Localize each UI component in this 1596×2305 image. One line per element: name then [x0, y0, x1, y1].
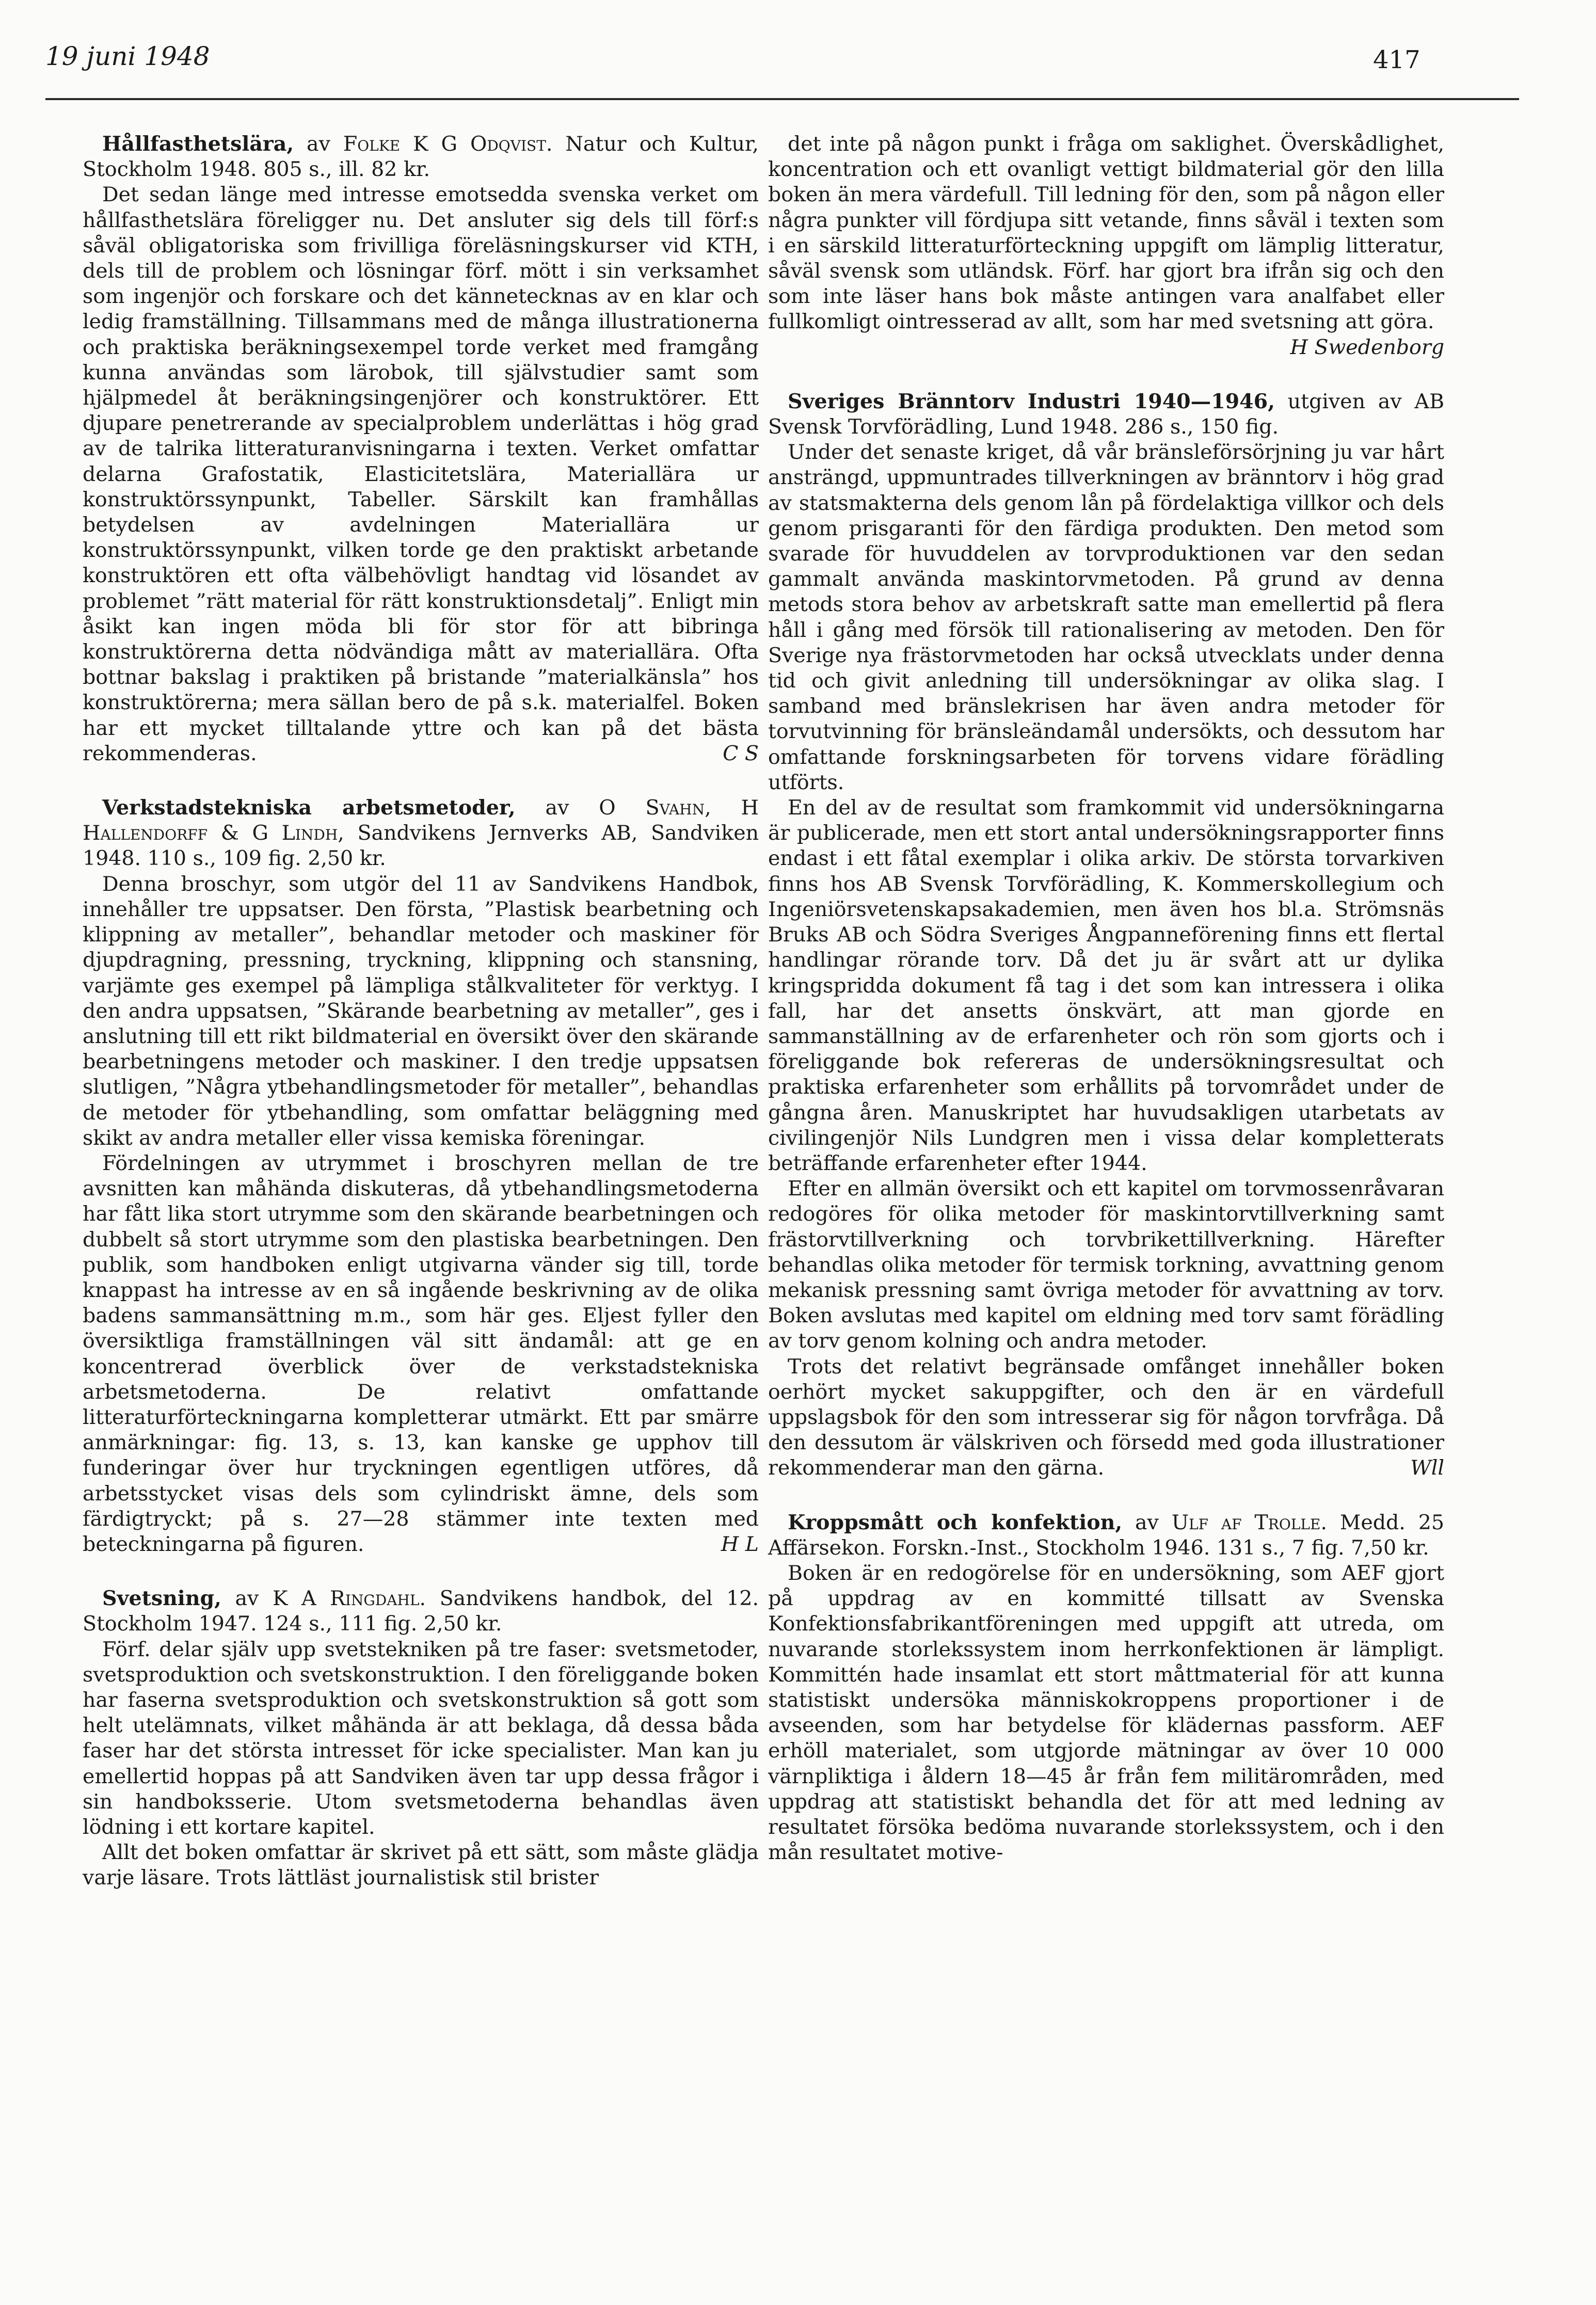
review-publication: Sandvikens handbok, del 12. Stockholm 1947. 124 s., 111 fig. 2,50 kr. — [83, 1587, 759, 1636]
review-title: Hållfasthetslära, — [102, 132, 294, 156]
review-text: Trots det relativt begränsade omfånget innehåller boken oerhört mycket sakuppgifter, och den är en värdefull uppslagsbok för den som intresserar sig för någon torvfråga. Då den dessutom är välskriven och försedd med goda illustrationer rekommenderar man den gärna. — [768, 1354, 1444, 1480]
review-entry — [83, 132, 759, 766]
reviewer-signature: H L — [721, 1532, 759, 1556]
review-paragraph — [83, 872, 759, 1151]
review-text: Under det senaste kriget, då vår bränsleförsörjning ju var hårt ansträngd, uppmuntrades tillverkningen av bränntorv i hög grad av statsmakterna dels genom lån på fördelaktiga villkor och dels genom prisgaranti för den färdiga produkten. Den metod som svarade för huvuddelen av torvproduktionen var den sedan gammalt använda maskintorvmetoden. På grund av denna metods stora behov av arbetskraft satte man emellertid på flera håll i gång med försök till rationalisering av metoden. Den för Sverige nya frästorvmetoden har också utvecklats under denna tid och givit anledning till undersökningar av olika slag. I samband med bränslekrisen har även andra metoder för torvutvinning för bränsleändamål undersökts, och dessutom har omfattande forskningsarbeten för torvens vidare förädling utförts. — [768, 440, 1444, 794]
review-publication: Medd. 25 Affärsekon. Forskn.-Inst., Stockholm 1946. 131 s., 7 fig. 7,50 kr. — [768, 1510, 1444, 1560]
review-text: Det sedan länge med intresse emotsedda svenska verket om hållfasthetslära föreligger nu. Det ansluter sig dels till förf:s såväl obligatoriska som frivilliga föreläsningskurser vid KTH, dels till de problem och lösningar förf. mött i sin verksamhet som ingenjör och forskare och det kännetecknas av en klar och ledig framställning. Tillsammans med de många illustrationerna och praktiska beräkningsexempel torde verket med framgång kunna användas som lärobok, till självstudier samt som hjälpmedel åt beräkningsingenjörer och konstruktörer. Ett djupare penetrerande av specialproblem underlättas i hög grad av de talrika litteraturanvisningarna i texten. Verket omfattar delarna Grafostatik, Elasticitetslära, Materiallära ur konstruktörssynpunkt, Tabeller. Särskilt kan framhållas betydelsen av avdelningen Materiallära ur konstruktörssynpunkt, vilken torde ge den praktiskt arbetande konstruktören ett ofta välbehövligt handtag vid lösandet av problemet ”rätt material för rätt konstruktionsdetalj”. Enligt min åsikt kan ingen möda bli för stor för att bibringa konstruktörerna detta nödvändiga mått av materiallära. Ofta bottnar bakslag i praktiken på bristande ”materialkänsla” hos konstruktörerna; mera sällan bero de på s.k. materialfel. Boken har ett mycket tilltalande yttre och kan på det bästa rekommenderas. — [83, 183, 759, 765]
review-by: av — [235, 1587, 259, 1611]
review-authors: Folke K G Odqvist. — [343, 132, 553, 156]
review-publication: Sandvikens Jernverks AB, Sandviken 1948. 110 s., 109 fig. 2,50 kr. — [83, 821, 759, 871]
review-paragraph — [83, 1151, 759, 1557]
review-paragraph — [83, 182, 759, 766]
page-number: 417 — [1373, 45, 1421, 74]
review-text: Denna broschyr, som utgör del 11 av Sandvikens Handbok, innehåller tre uppsatser. Den första, ”Plastisk bearbetning och klippning av metaller”, behandlar metoder och maskiner för djupdragning, pressning, tryckning, klippning och stansning, varjämte ges exempel på lämpliga stålkvaliteter för verktyg. I den andra uppsatsen, ”Skärande bearbetning av metaller”, ges i anslutning till ett rikt bildmaterial en översikt över den skärande bearbetningens metoder och maskiner. I den tredje uppsatsen slutligen, ”Några ytbehandlingsmetoder för metaller”, behandlas de metoder för ytbehandling, som omfattar beläggning med skikt av andra metaller eller vissa kemiska föreningar. — [83, 872, 759, 1150]
review-paragraph — [768, 389, 1444, 440]
review-entry — [768, 389, 1444, 1481]
reviewer-signature: H Swedenborg — [1290, 335, 1444, 359]
review-entry — [768, 1510, 1444, 1866]
review-by: av — [1135, 1510, 1159, 1534]
review-authors: K A Ringdahl. — [272, 1587, 426, 1611]
review-title: Sveriges Bränntorv Industri 1940—1946, — [788, 389, 1275, 413]
review-paragraph — [83, 1586, 759, 1637]
review-by: av — [545, 796, 569, 820]
review-entry — [768, 132, 1444, 360]
review-text: Allt det boken omfattar är skrivet på ett sätt, som måste glädja varje läsare. Trots lättläst journalistisk stil brister — [83, 1840, 759, 1890]
review-by: av — [307, 132, 330, 156]
review-text: En del av de resultat som framkommit vid undersökningarna är publicerade, men ett stort antal undersökningsrapporter finns endast i ett fåtal exemplar i olika arkiv. De största torvarkiven finns hos AB Svensk Torvförädling, K. Kommerskollegium och Ingeniörsvetenskapsakademien, men även hos bl.a. Strömsnäs Bruks AB och Södra Sveriges Ångpanneförening finns ett flertal handlingar rörande torv. Då det ju är svårt att ur dylika kringspridda dokument få tag i det som kan intressera i olika fall, har det ansetts önskvärt, att man gjorde en sammanställning av de erfarenheter och rön som gjorts och i föreliggande bok refereras de undersökningsresultat och praktiska erfarenheter som erhållits på torvområdet under de gångna åren. Manuskriptet har huvudsakligen utarbetats av civilingenjör Nils Lundgren men i vissa delar kompletterats beträffande erfarenheter efter 1944. — [768, 796, 1444, 1175]
right-column — [768, 132, 1444, 1894]
review-entry — [83, 795, 759, 1557]
review-paragraph — [83, 132, 759, 182]
review-authors: Ulf af Trolle. — [1171, 1510, 1327, 1534]
reviewer-signature: C S — [723, 741, 759, 765]
review-entry — [83, 1586, 759, 1891]
review-paragraph — [83, 795, 759, 872]
review-paragraph — [768, 1354, 1444, 1481]
review-publication: AB Svensk Torvförädling, Lund 1948. 286 s., 150 fig. — [768, 389, 1444, 439]
review-title: Kroppsmått och konfektion, — [788, 1510, 1123, 1534]
review-text: det inte på någon punkt i fråga om saklighet. Överskådlighet, koncentration och ett ovanligt vettigt bildmaterial gör den lilla boken än mera värdefull. Till ledning för den, som på någon eller några punkter vill fördjupa sitt vetande, finns såväl i texten som i en särskild litteraturförteckning uppgift om lämplig litteratur, såväl svensk som utländsk. Förf. har gjort bra ifrån sig och den som inte läser hans bok måste antingen vara analfabet eller fullkomligt ointresserad av allt, som har med svetsning att göra. — [768, 132, 1444, 334]
review-paragraph — [83, 1637, 759, 1840]
review-title: Svetsning, — [102, 1587, 221, 1611]
review-text: Förf. delar själv upp svetstekniken på tre faser: svetsmetoder, svetsproduktion och svetskonstruktion. I den föreliggande boken har faserna svetsproduktion och svetskonstruktion så gott som helt utelämnats, vilket måhända är att beklaga, då dessa båda faser har det största intresset för icke specialister. Man kan ju emellertid hoppas på att Sandviken även tar upp dessa frågor i sin handboksserie. Utom svetsmetoderna behandlas även lödning i ett kortare kapitel. — [83, 1637, 759, 1839]
review-paragraph — [768, 440, 1444, 795]
review-text: Fördelningen av utrymmet i broschyren mellan de tre avsnitten kan måhända diskuteras, då ytbehandlingsmetoderna har fått lika stort utrymme som den skärande bearbetningen och dubbelt så stort utrymme som den plastiska bearbetningen. Den publik, som handboken enligt utgivarna vänder sig till, torde knappast ha intresse av en så ingående beskrivning av de olika badens sammansättning m.m., som här ges. Eljest fyller den översiktliga framställningen väl sitt ändamål: att ge en koncentrerad överblick över de verkstadstekniska arbetsmetoderna. De relativt omfattande litteraturförteckningarna kompletterar utmärkt. Ett par smärre anmärkningar: fig. 13, s. 13, kan kanske ge upphov till funderingar över hur tryckningen egentligen utföres, då arbetsstycket visas dels som cylindriskt ämne, dels som färdigtryckt; på s. 27—28 stämmer inte texten med beteckningarna på figuren. — [83, 1151, 759, 1556]
review-paragraph — [768, 1510, 1444, 1561]
review-authors: O Svahn, H Hallendorff & G Lindh, — [83, 796, 759, 845]
header-rule — [45, 98, 1519, 100]
reviewer-signature: Wll — [1410, 1456, 1444, 1480]
review-text: Efter en allmän översikt och ett kapitel om torvmossenråvaran redogöres för olika metoder för maskintorvtillverkning samt frästorvtillverkning och torvbrikettillverkning. Härefter behandlas olika metoder för termisk torkning, avvattning genom mekanisk pressning samt övriga metoder för avvattning av torv. Boken avslutas med kapitel om eldning med torv samt förädling av torv genom kolning och andra metoder. — [768, 1177, 1444, 1353]
review-paragraph — [83, 1840, 759, 1891]
review-paragraph — [768, 132, 1444, 359]
review-paragraph — [768, 1561, 1444, 1865]
page-date: 19 juni 1948 — [45, 41, 210, 71]
review-publication: Natur och Kultur, Stockholm 1948. 805 s., ill. 82 kr. — [83, 132, 759, 182]
review-paragraph — [768, 795, 1444, 1176]
review-paragraph — [768, 1176, 1444, 1354]
review-text: Boken är en redogörelse för en undersökning, som AEF gjort på uppdrag av en kommitté tillsatt av Svenska Konfektionsfabrikantföreningen med uppgift att utreda, om nuvarande storlekssystem inom herrkonfektionen är lämpligt. Kommittén hade insamlat ett stort måttmaterial för att kunna statistiskt undersöka människokroppens proportioner i de avseenden, som har betydelse för klädernas passform. AEF erhöll materialet, som utgjorde mätningar av över 10 000 värnpliktiga i åldern 18—45 år från fem militärområden, med uppdrag att statistiskt behandla det för att med ledning av resultatet försöka bedöma nuvarande storlekssystem, och i den mån resultatet motive- — [768, 1561, 1444, 1865]
review-title: Verkstadstekniska arbetsmetoder, — [102, 796, 516, 820]
review-by: utgiven av — [1287, 389, 1402, 413]
left-column — [83, 132, 759, 1920]
